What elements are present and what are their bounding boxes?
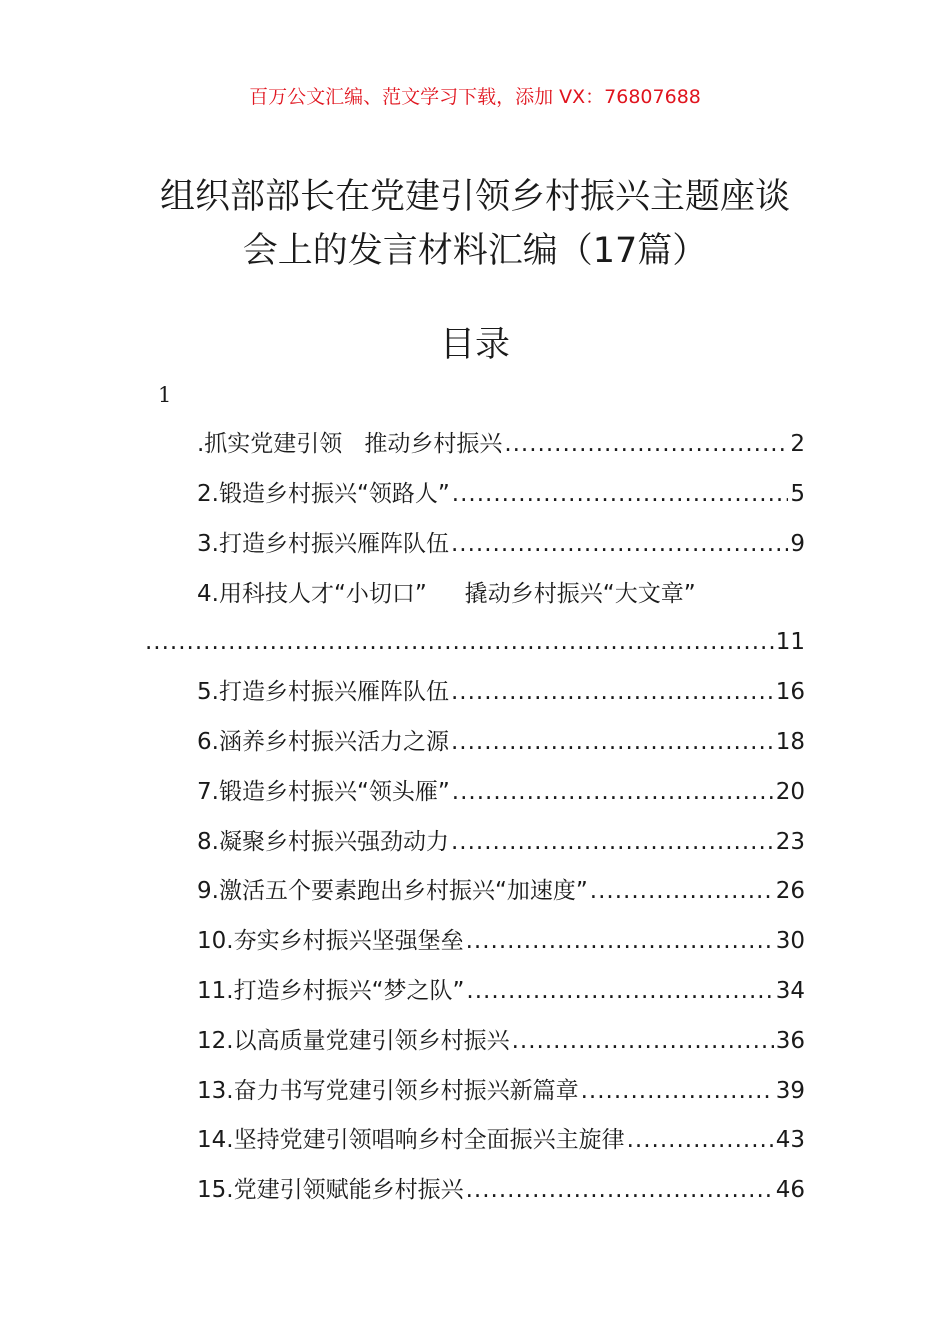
toc-leader-dots bbox=[512, 1023, 774, 1059]
toc-entry-13[interactable] bbox=[197, 1073, 805, 1109]
toc-entry-title: 15.党建引领赋能乡村振兴 bbox=[197, 1177, 464, 1203]
toc-entry-title: 8.凝聚乡村振兴强劲动力 bbox=[197, 829, 449, 855]
toc-entry-10[interactable] bbox=[197, 923, 805, 959]
toc-entry-page: 5 bbox=[790, 481, 805, 507]
toc-entry-page: 9 bbox=[790, 531, 805, 557]
toc-leader-dots bbox=[466, 1172, 774, 1208]
toc-leader-dots bbox=[451, 824, 774, 860]
toc-entry-6[interactable] bbox=[197, 724, 805, 760]
toc-entry-11[interactable] bbox=[197, 973, 805, 1009]
toc-entry-page: 26 bbox=[775, 878, 805, 904]
toc-entry-page: 23 bbox=[775, 829, 805, 855]
toc-entry-8[interactable] bbox=[197, 824, 805, 860]
toc-entry-4-continuation[interactable] bbox=[145, 624, 805, 660]
toc-entry-page: 43 bbox=[775, 1127, 805, 1153]
toc-entry-5[interactable] bbox=[197, 674, 805, 710]
toc-heading: 目录 bbox=[439, 325, 510, 365]
toc-entry-title: 4.用科技人才“小切口” 撬动乡村振兴“大文章” bbox=[197, 581, 696, 607]
toc-entry-title: 5.打造乡村振兴雁阵队伍 bbox=[197, 679, 449, 705]
title-line-1: 组织部部长在党建引领乡村振兴主题座谈 bbox=[159, 177, 790, 217]
toc-entry-14[interactable] bbox=[197, 1122, 805, 1158]
toc-entry-page: 11 bbox=[775, 629, 805, 655]
toc-entry-page: 46 bbox=[775, 1177, 805, 1203]
toc-entry-page: 30 bbox=[775, 928, 805, 954]
toc-entry-title: 6.涵养乡村振兴活力之源 bbox=[197, 729, 449, 755]
toc-entry-4[interactable] bbox=[197, 576, 805, 612]
toc-entry-page: 20 bbox=[775, 779, 805, 805]
toc-entry-3[interactable] bbox=[197, 526, 805, 562]
stray-number: 1 bbox=[158, 383, 172, 407]
toc-leader-dots bbox=[627, 1122, 774, 1158]
toc-leader-dots bbox=[581, 1073, 774, 1109]
toc-entry-title: 14.坚持党建引领唱响乡村全面振兴主旋律 bbox=[197, 1127, 625, 1153]
toc-entry-page: 18 bbox=[775, 729, 805, 755]
toc-entry-title: .抓实党建引领 推动乡村振兴 bbox=[197, 431, 503, 457]
toc-entry-1[interactable] bbox=[197, 426, 805, 462]
toc-leader-dots bbox=[466, 923, 774, 959]
toc-entry-page: 16 bbox=[775, 679, 805, 705]
toc-entry-page: 39 bbox=[775, 1078, 805, 1104]
toc-entry-title: 10.夯实乡村振兴坚强堡垒 bbox=[197, 928, 464, 954]
toc-entry-12[interactable] bbox=[197, 1023, 805, 1059]
header-note: 百万公文汇编、范文学习下载，添加 VX：76807688 bbox=[249, 86, 701, 108]
toc-leader-dots bbox=[451, 674, 774, 710]
toc-entry-page: 36 bbox=[775, 1028, 805, 1054]
toc-entry-7[interactable] bbox=[197, 774, 805, 810]
toc-leader-dots bbox=[451, 526, 788, 562]
toc-entry-title: 2.锻造乡村振兴“领路人” bbox=[197, 481, 450, 507]
title-line-2: 会上的发言材料汇编（17篇） bbox=[242, 231, 708, 271]
toc-entry-title: 12.以高质量党建引领乡村振兴 bbox=[197, 1028, 510, 1054]
toc-leader-dots bbox=[452, 476, 789, 512]
toc-entry-title: 11.打造乡村振兴“梦之队” bbox=[197, 978, 465, 1004]
toc-entry-2[interactable] bbox=[197, 476, 805, 512]
toc-leader-dots bbox=[466, 973, 773, 1009]
toc-leader-dots bbox=[590, 873, 774, 909]
toc-entry-9[interactable] bbox=[197, 873, 805, 909]
toc-leader-dots bbox=[504, 426, 788, 462]
toc-leader-dots bbox=[145, 624, 774, 660]
toc-entry-page: 2 bbox=[790, 431, 805, 457]
toc-entry-title: 3.打造乡村振兴雁阵队伍 bbox=[197, 531, 449, 557]
toc-entry-title: 13.奋力书写党建引领乡村振兴新篇章 bbox=[197, 1078, 579, 1104]
toc-entry-title: 7.锻造乡村振兴“领头雁” bbox=[197, 779, 450, 805]
toc-leader-dots bbox=[452, 774, 774, 810]
toc-entry-title: 9.激活五个要素跑出乡村振兴“加速度” bbox=[197, 878, 588, 904]
toc-leader-dots bbox=[451, 724, 774, 760]
toc-entry-page: 34 bbox=[775, 978, 805, 1004]
toc-entry-15[interactable] bbox=[197, 1172, 805, 1208]
